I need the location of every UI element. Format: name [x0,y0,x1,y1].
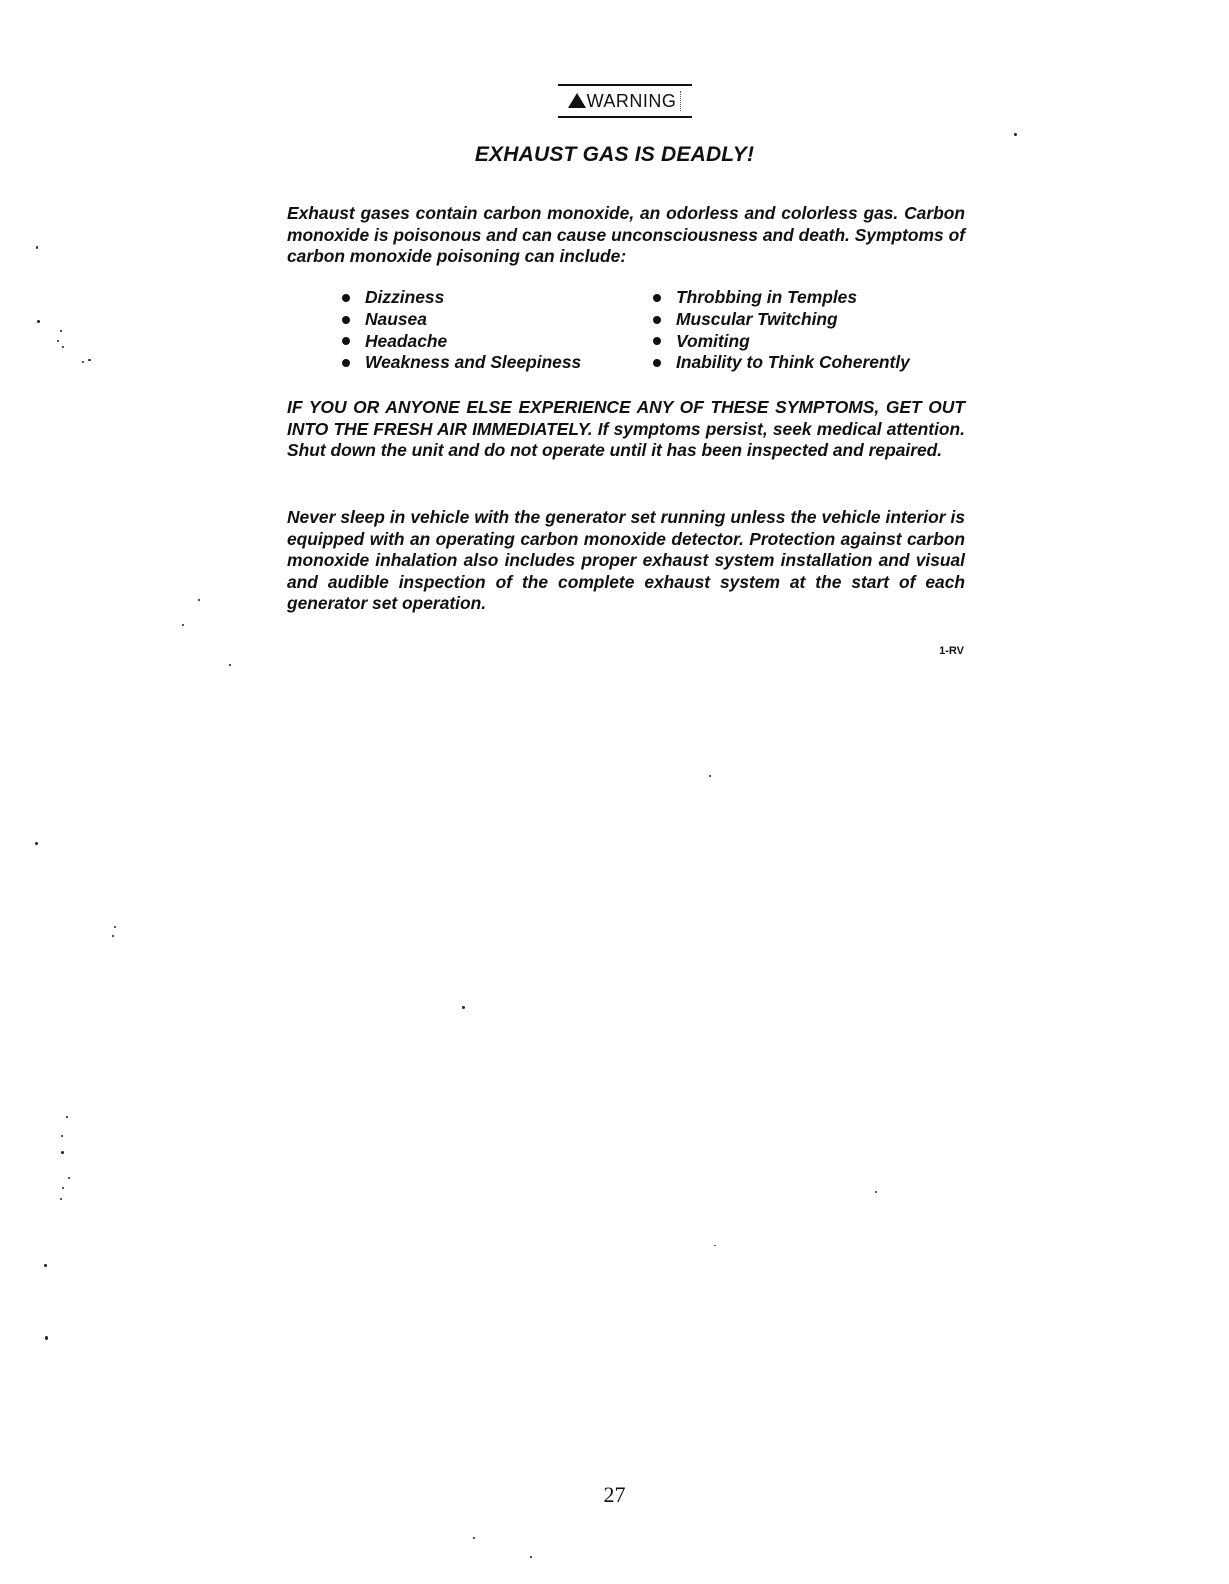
scan-speck [68,1177,70,1179]
scan-speck [61,1135,63,1137]
list-item [651,287,910,309]
list-item [340,309,651,331]
symptoms-list [340,287,960,374]
list-item [340,331,651,353]
bullet-icon [342,294,350,302]
scan-speck [45,1336,48,1340]
scan-speck [82,361,84,363]
list-item [651,309,910,331]
bullet-icon [653,337,661,345]
symptom-text: Vomiting [676,330,750,351]
scan-speck [709,775,711,777]
scan-speck [37,320,40,323]
document-code: 1-RV [939,645,964,657]
symptoms-column-right [651,287,910,374]
warning-label [558,84,692,118]
bullet-icon [653,294,661,302]
symptoms-column-left [340,287,651,374]
warning-label-edge [680,91,682,111]
scan-speck [62,346,64,348]
scan-speck [114,926,116,928]
scan-speck [36,246,38,249]
page-title: EXHAUST GAS IS DEADLY! [474,143,755,166]
warning-triangle-icon [568,93,586,108]
scan-speck [473,1537,475,1539]
scan-speck [57,340,59,342]
scan-speck [112,935,114,937]
scan-speck [60,330,62,332]
bullet-icon [653,359,661,367]
list-item [651,331,910,353]
bullet-icon [342,337,350,345]
scan-speck [44,1264,47,1267]
scan-speck [88,359,91,361]
symptom-text: Inability to Think Coherently [676,352,910,373]
symptom-text: Nausea [365,308,427,329]
intro-paragraph: Exhaust gases contain carbon monoxide, an odorless and colorless gas. Carbon monoxide is poisonous and can cause unconsciousness and death. Symptoms of carbon monoxide poisoning can include: [287,203,965,266]
detector-paragraph: Never sleep in vehicle with the generator set running unless the vehicle interior is equipped with an operating carbon monoxide detector. Protection against carbon monoxide inhalation also includes proper exhaust system installation and visual and audible inspection of the complete exhaust system at the start of each generator set operation. [287,507,965,613]
scan-speck [462,1006,465,1009]
bullet-icon [342,359,350,367]
scan-speck [182,624,184,626]
bullet-icon [342,316,350,324]
symptom-text: Dizziness [365,287,445,307]
symptom-text: Throbbing in Temples [676,287,857,307]
symptom-text: Weakness and Sleepiness [365,352,582,373]
action-paragraph: IF YOU OR ANYONE ELSE EXPERIENCE ANY OF THESE SYMPTOMS, GET OUT INTO THE FRESH AIR IMMEDIATELY. If symptoms persist, seek medical attention. Shut down the unit and do not operate until it has been inspected and repaired. [287,397,965,460]
scan-speck [66,1116,68,1118]
bullet-icon [653,316,661,324]
scan-speck [61,1151,64,1154]
scan-speck [229,664,231,666]
symptom-text: Muscular Twitching [676,308,838,329]
scan-speck [60,1198,62,1200]
scan-speck [875,1191,877,1193]
scan-speck [35,842,38,845]
warning-text: WARNING [586,90,677,111]
list-item [651,352,910,374]
list-item [340,352,651,374]
scan-speck [62,1187,64,1189]
scan-speck [1014,133,1017,136]
scan-speck [714,1245,716,1246]
symptom-text: Headache [365,330,448,351]
scan-speck [198,599,200,601]
page-number: 27 [603,1482,626,1507]
scan-speck [530,1556,532,1558]
list-item [340,287,651,309]
